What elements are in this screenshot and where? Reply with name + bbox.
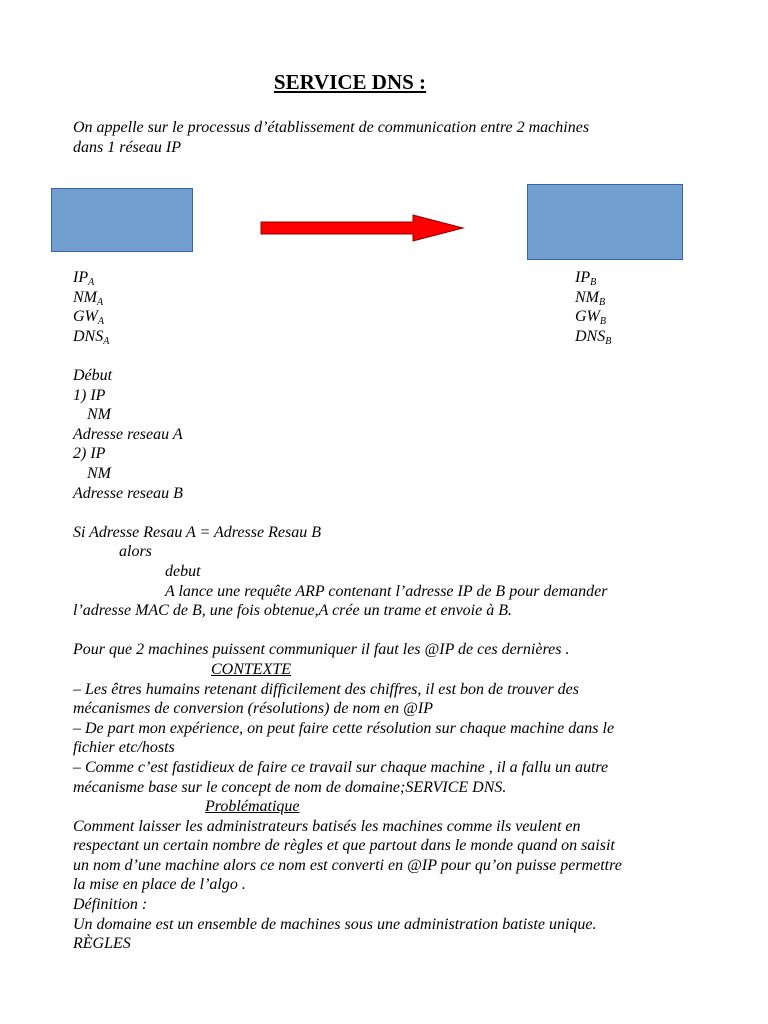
problematique-line: respectant un certain nombre de règles et que partout dans le monde quand on saisit bbox=[73, 837, 615, 855]
machine-b-params bbox=[575, 268, 611, 346]
contexte-line: fichier etc/hosts bbox=[73, 739, 175, 757]
intro-line: dans 1 réseau IP bbox=[73, 138, 181, 156]
dns-b-label: $DNS_B$ bbox=[575, 327, 612, 347]
intro-paragraph bbox=[73, 118, 713, 157]
ip-b-label: $IP_B$ bbox=[575, 269, 597, 288]
dns-a-label: $DNS_A$ bbox=[73, 327, 110, 347]
definition-text: Un domaine est un ensemble de machines sous une administration batiste unique. bbox=[73, 915, 597, 933]
algo-step-1: 1) IP bbox=[73, 386, 106, 404]
algo-nm-1: NM bbox=[87, 406, 111, 424]
nm-a-label: $NM_A$ bbox=[73, 288, 104, 308]
pour-que-line: Pour que 2 machines puissent communiquer il faut les @IP de ces dernières . bbox=[73, 641, 570, 658]
problematique-section bbox=[73, 797, 733, 954]
problematique-line: un nom d’une machine alors ce nom est converti en @IP pour qu’on puisse permettre bbox=[73, 856, 622, 874]
algo-address-a: Adresse reseau A bbox=[73, 425, 183, 443]
gw-b-label: $GW_B$ bbox=[575, 308, 606, 328]
problematique-heading: Problématique bbox=[205, 798, 300, 815]
gw-a-label: $GW_A$ bbox=[73, 308, 104, 328]
intro-line: On appelle sur le processus d’établissement de communication entre 2 machines bbox=[73, 119, 590, 136]
contexte-line: mécanismes de conversion (résolutions) de nom en @IP bbox=[73, 700, 433, 718]
page-title: SERVICE DNS : bbox=[273, 70, 427, 94]
algo-action-line-2: l’adresse MAC de B, une fois obtenue,A crée un trame et envoie à B. bbox=[73, 602, 512, 619]
contexte-line: mécanisme base sur le concept de nom de domaine;SERVICE DNS. bbox=[73, 778, 507, 796]
contexte-line: – De part mon expérience, on peut faire cette résolution sur chaque machine dans le bbox=[73, 719, 615, 737]
algo-step-2: 2) IP bbox=[73, 445, 106, 463]
ip-a-label: $IP_A$ bbox=[73, 269, 95, 288]
arrow-right-icon bbox=[258, 212, 468, 244]
machine-a-box bbox=[51, 188, 193, 252]
algo-nm-2: NM bbox=[87, 464, 111, 482]
algo-address-b: Adresse reseau B bbox=[73, 484, 183, 502]
definition-heading: Définition : bbox=[73, 895, 148, 913]
contexte-section bbox=[73, 660, 713, 797]
algo-condition: Si Adresse Resau A = Adresse Resau B bbox=[73, 523, 321, 541]
regles-heading: RÈGLES bbox=[73, 935, 131, 953]
contexte-heading: CONTEXTE bbox=[211, 661, 292, 678]
problematique-line: Comment laisser les administrateurs batisés les machines comme ils veulent en bbox=[73, 817, 581, 835]
machine-a-params bbox=[73, 268, 109, 346]
algo-debut: Début bbox=[73, 367, 113, 384]
algo-alors: alors bbox=[119, 543, 152, 561]
nm-b-label: $NM_B$ bbox=[575, 288, 606, 308]
algo-debut-2: debut bbox=[165, 562, 201, 580]
contexte-line: – Comme c’est fastidieux de faire ce travail sur chaque machine , il a fallu un autre bbox=[73, 758, 609, 776]
machine-b-box bbox=[527, 184, 683, 260]
contexte-line: – Les êtres humains retenant difficilement des chiffres, il est bon de trouver des bbox=[73, 680, 579, 698]
problematique-line: la mise en place de l’algo . bbox=[73, 876, 246, 894]
algo-action-line-1: A lance une requête ARP contenant l’adresse IP de B pour demander bbox=[165, 582, 608, 600]
algorithm-section bbox=[73, 366, 713, 601]
